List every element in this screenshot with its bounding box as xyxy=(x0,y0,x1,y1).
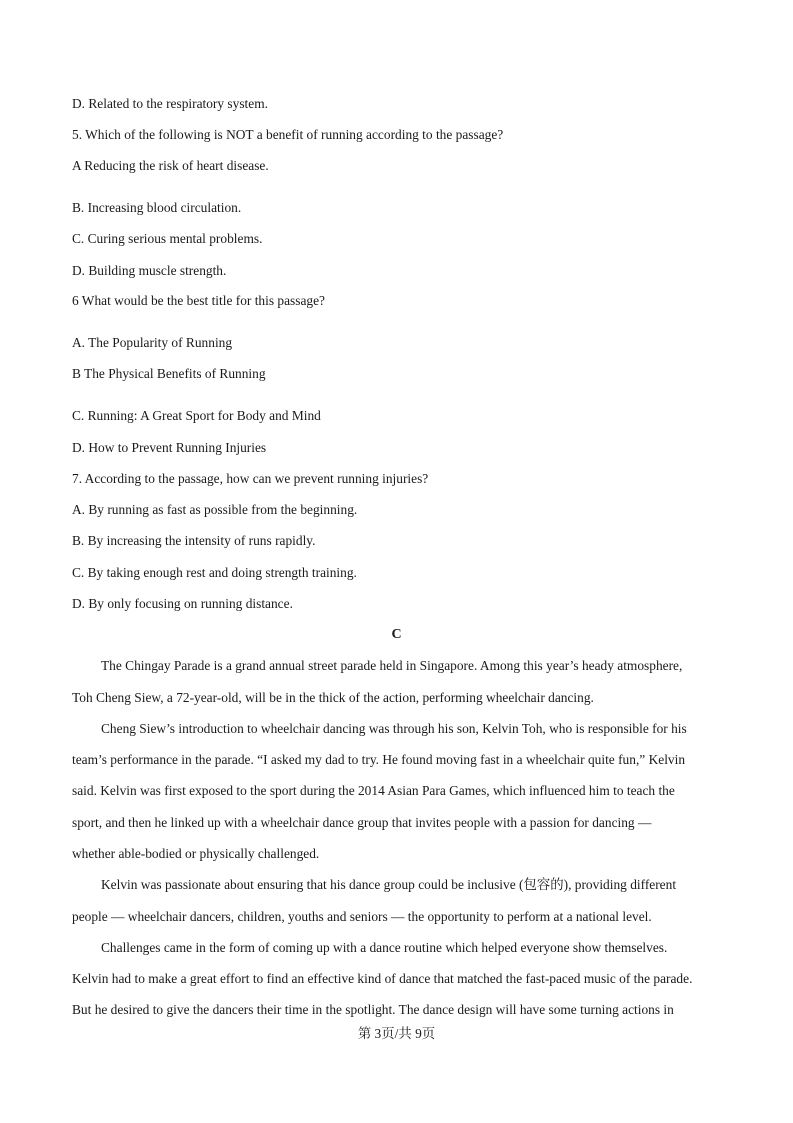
q6-option-c: C. Running: A Great Sport for Body and Mind xyxy=(72,408,321,423)
passage-line: said. Kelvin was first exposed to the sport during the 2014 Asian Para Games, which influenced him to teach the xyxy=(72,783,675,798)
passage-line: people — wheelchair dancers, children, youths and seniors — the opportunity to perform at a national level. xyxy=(72,909,652,924)
q7-option-b: B. By increasing the intensity of runs rapidly. xyxy=(72,533,316,548)
q7-stem: 7. According to the passage, how can we prevent running injuries? xyxy=(72,471,429,486)
passage-line: team’s performance in the parade. “I asked my dad to try. He found moving fast in a wheelchair quite fun,” Kelvin xyxy=(72,752,686,767)
q5-option-d: D. Building muscle strength. xyxy=(72,263,227,278)
section-heading: C xyxy=(391,627,402,642)
q5-stem: 5. Which of the following is NOT a benefit of running according to the passage? xyxy=(72,127,504,142)
q4-option-d: D. Related to the respiratory system. xyxy=(72,96,268,111)
q7-option-a: A. By running as fast as possible from the beginning. xyxy=(72,502,358,517)
q7-option-d: D. By only focusing on running distance. xyxy=(72,596,293,611)
passage-line: Toh Cheng Siew, a 72-year-old, will be in the thick of the action, performing wheelchair dancing. xyxy=(72,690,594,705)
passage-line: whether able-bodied or physically challenged. xyxy=(72,846,320,861)
passage-line: But he desired to give the dancers their time in the spotlight. The dance design will have some turning actions in xyxy=(72,1002,674,1017)
q5-option-c: C. Curing serious mental problems. xyxy=(72,231,263,246)
passage-line: Cheng Siew’s introduction to wheelchair dancing was through his son, Kelvin Toh, who is responsible for his xyxy=(101,721,687,736)
passage-line: The Chingay Parade is a grand annual street parade held in Singapore. Among this year’s heady atmosphere, xyxy=(101,658,683,673)
passage-line: Kelvin had to make a great effort to find an effective kind of dance that matched the fast-paced music of the parade. xyxy=(72,971,693,986)
q7-option-c: C. By taking enough rest and doing strength training. xyxy=(72,565,357,580)
q5-option-b: B. Increasing blood circulation. xyxy=(72,200,242,215)
q6-option-a: A. The Popularity of Running xyxy=(72,335,233,350)
page-number: 第 3页/共 9页 xyxy=(357,1026,436,1041)
q6-option-b: B The Physical Benefits of Running xyxy=(72,366,266,381)
q5-option-a: A Reducing the risk of heart disease. xyxy=(72,158,269,173)
q6-option-d: D. How to Prevent Running Injuries xyxy=(72,440,267,455)
q6-stem: 6 What would be the best title for this passage? xyxy=(72,293,325,308)
passage-line: Kelvin was passionate about ensuring that his dance group could be inclusive (包容的), providing different xyxy=(101,877,677,892)
passage-line: Challenges came in the form of coming up with a dance routine which helped everyone show themselves. xyxy=(101,940,668,955)
passage-line: sport, and then he linked up with a wheelchair dance group that invites people with a passion for dancing — xyxy=(72,815,652,830)
